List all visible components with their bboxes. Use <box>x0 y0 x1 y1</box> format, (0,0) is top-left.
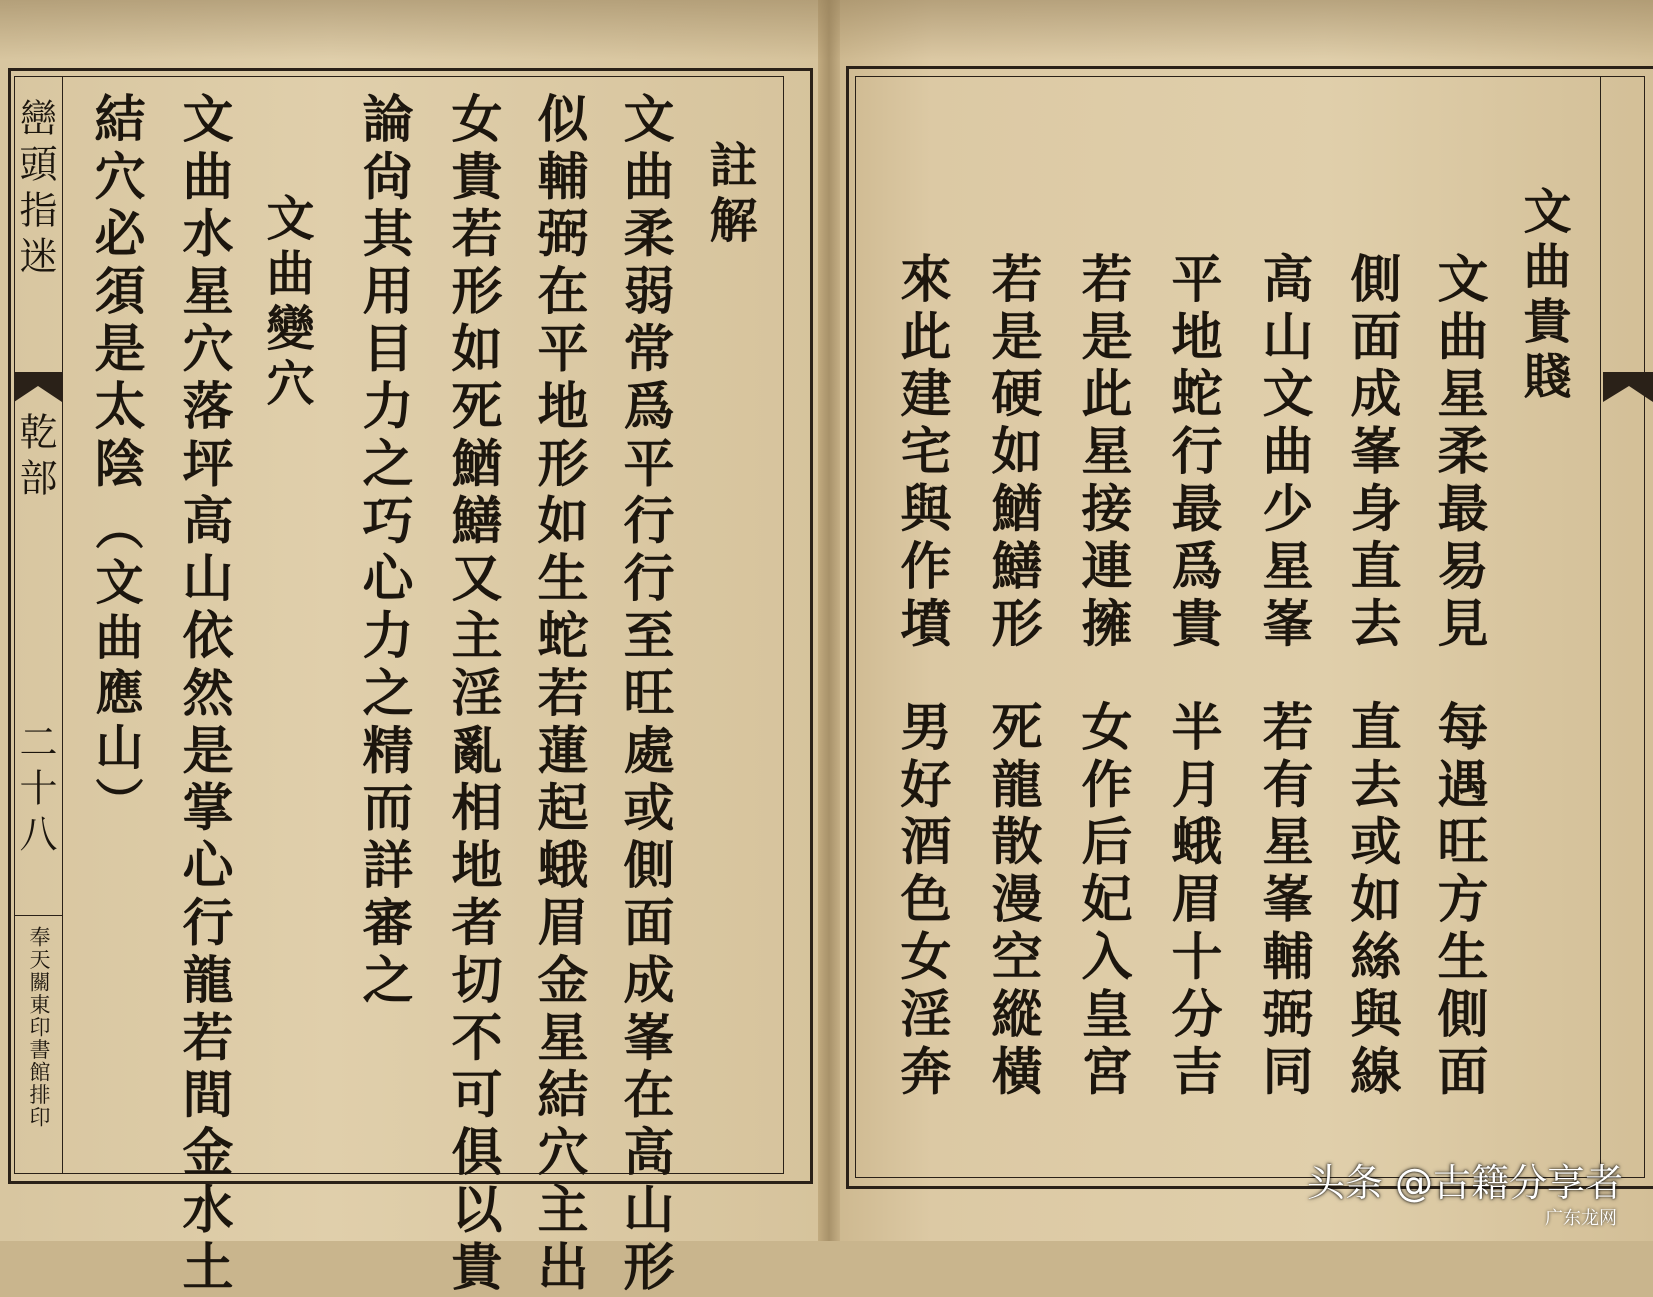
right-margin-line <box>1600 76 1601 1178</box>
variant-line-2: 結穴必須是太陰 <box>85 92 145 494</box>
page-top-shadow <box>0 0 1653 60</box>
page-number: 二十八 <box>13 722 57 860</box>
book-title: 巒頭指迷 <box>13 98 57 282</box>
verse-1-bottom: 每遇旺方生側面 <box>1428 700 1488 1102</box>
verse-7-top: 來此建宅與作墳 <box>891 252 951 654</box>
verse-6-top: 若是硬如鰌鱔形 <box>982 252 1042 654</box>
verse-2-top: 側面成峯身直去 <box>1341 252 1401 654</box>
verse-5-bottom: 女作后妃入皇宮 <box>1072 700 1132 1102</box>
verse-3-top: 高山文曲少星峯 <box>1253 252 1313 654</box>
commentary-line-3: 女貴若形如死鰌鱔又主淫亂相地者切不可俱以貴 <box>442 92 502 1297</box>
poem-title: 文曲貴賤 <box>1515 186 1571 406</box>
section-name: 乾部 <box>13 412 57 504</box>
site-watermark: 广东龙网 <box>1545 1208 1617 1229</box>
variant-line-1: 文曲水星穴落坪高山依然是掌心行龍若間金水土 <box>173 92 233 1297</box>
fishtail-marker-left <box>14 372 62 402</box>
verse-4-bottom: 半月蛾眉十分吉 <box>1162 700 1222 1102</box>
margin-divider <box>62 76 63 1174</box>
printer-divider <box>14 915 62 916</box>
commentary-heading: 註解 <box>701 140 757 250</box>
commentary-line-2: 似輔弼在平地形如生蛇若蓮起蛾眉金星結穴主出 <box>528 92 588 1297</box>
commentary-line-4: 論尙其用目力之巧心力之精而詳審之 <box>353 92 413 1011</box>
commentary-line-1: 文曲柔弱常爲平行行至旺處或側面成峯在高山形 <box>614 92 674 1297</box>
verse-4-top: 平地蛇行最爲貴 <box>1162 252 1222 654</box>
printer-imprint: 奉天關東印書館排印 <box>27 926 51 1129</box>
fishtail-marker-right <box>1603 372 1653 402</box>
variant-note: （文曲應山） <box>87 502 143 832</box>
verse-2-bottom: 直去或如絲與線 <box>1341 700 1401 1102</box>
verse-3-bottom: 若有星峯輔弼同 <box>1253 700 1313 1102</box>
section-heading-variant: 文曲變穴 <box>258 193 314 413</box>
verse-1-top: 文曲星柔最易見 <box>1428 252 1488 654</box>
verse-5-top: 若是此星接連擁 <box>1072 252 1132 654</box>
verse-6-bottom: 死龍散漫空縱橫 <box>982 700 1042 1102</box>
source-watermark: 头条 @古籍分享者 <box>1306 1161 1623 1205</box>
book-gutter <box>818 0 840 1241</box>
verse-7-bottom: 男好酒色女淫奔 <box>891 700 951 1102</box>
